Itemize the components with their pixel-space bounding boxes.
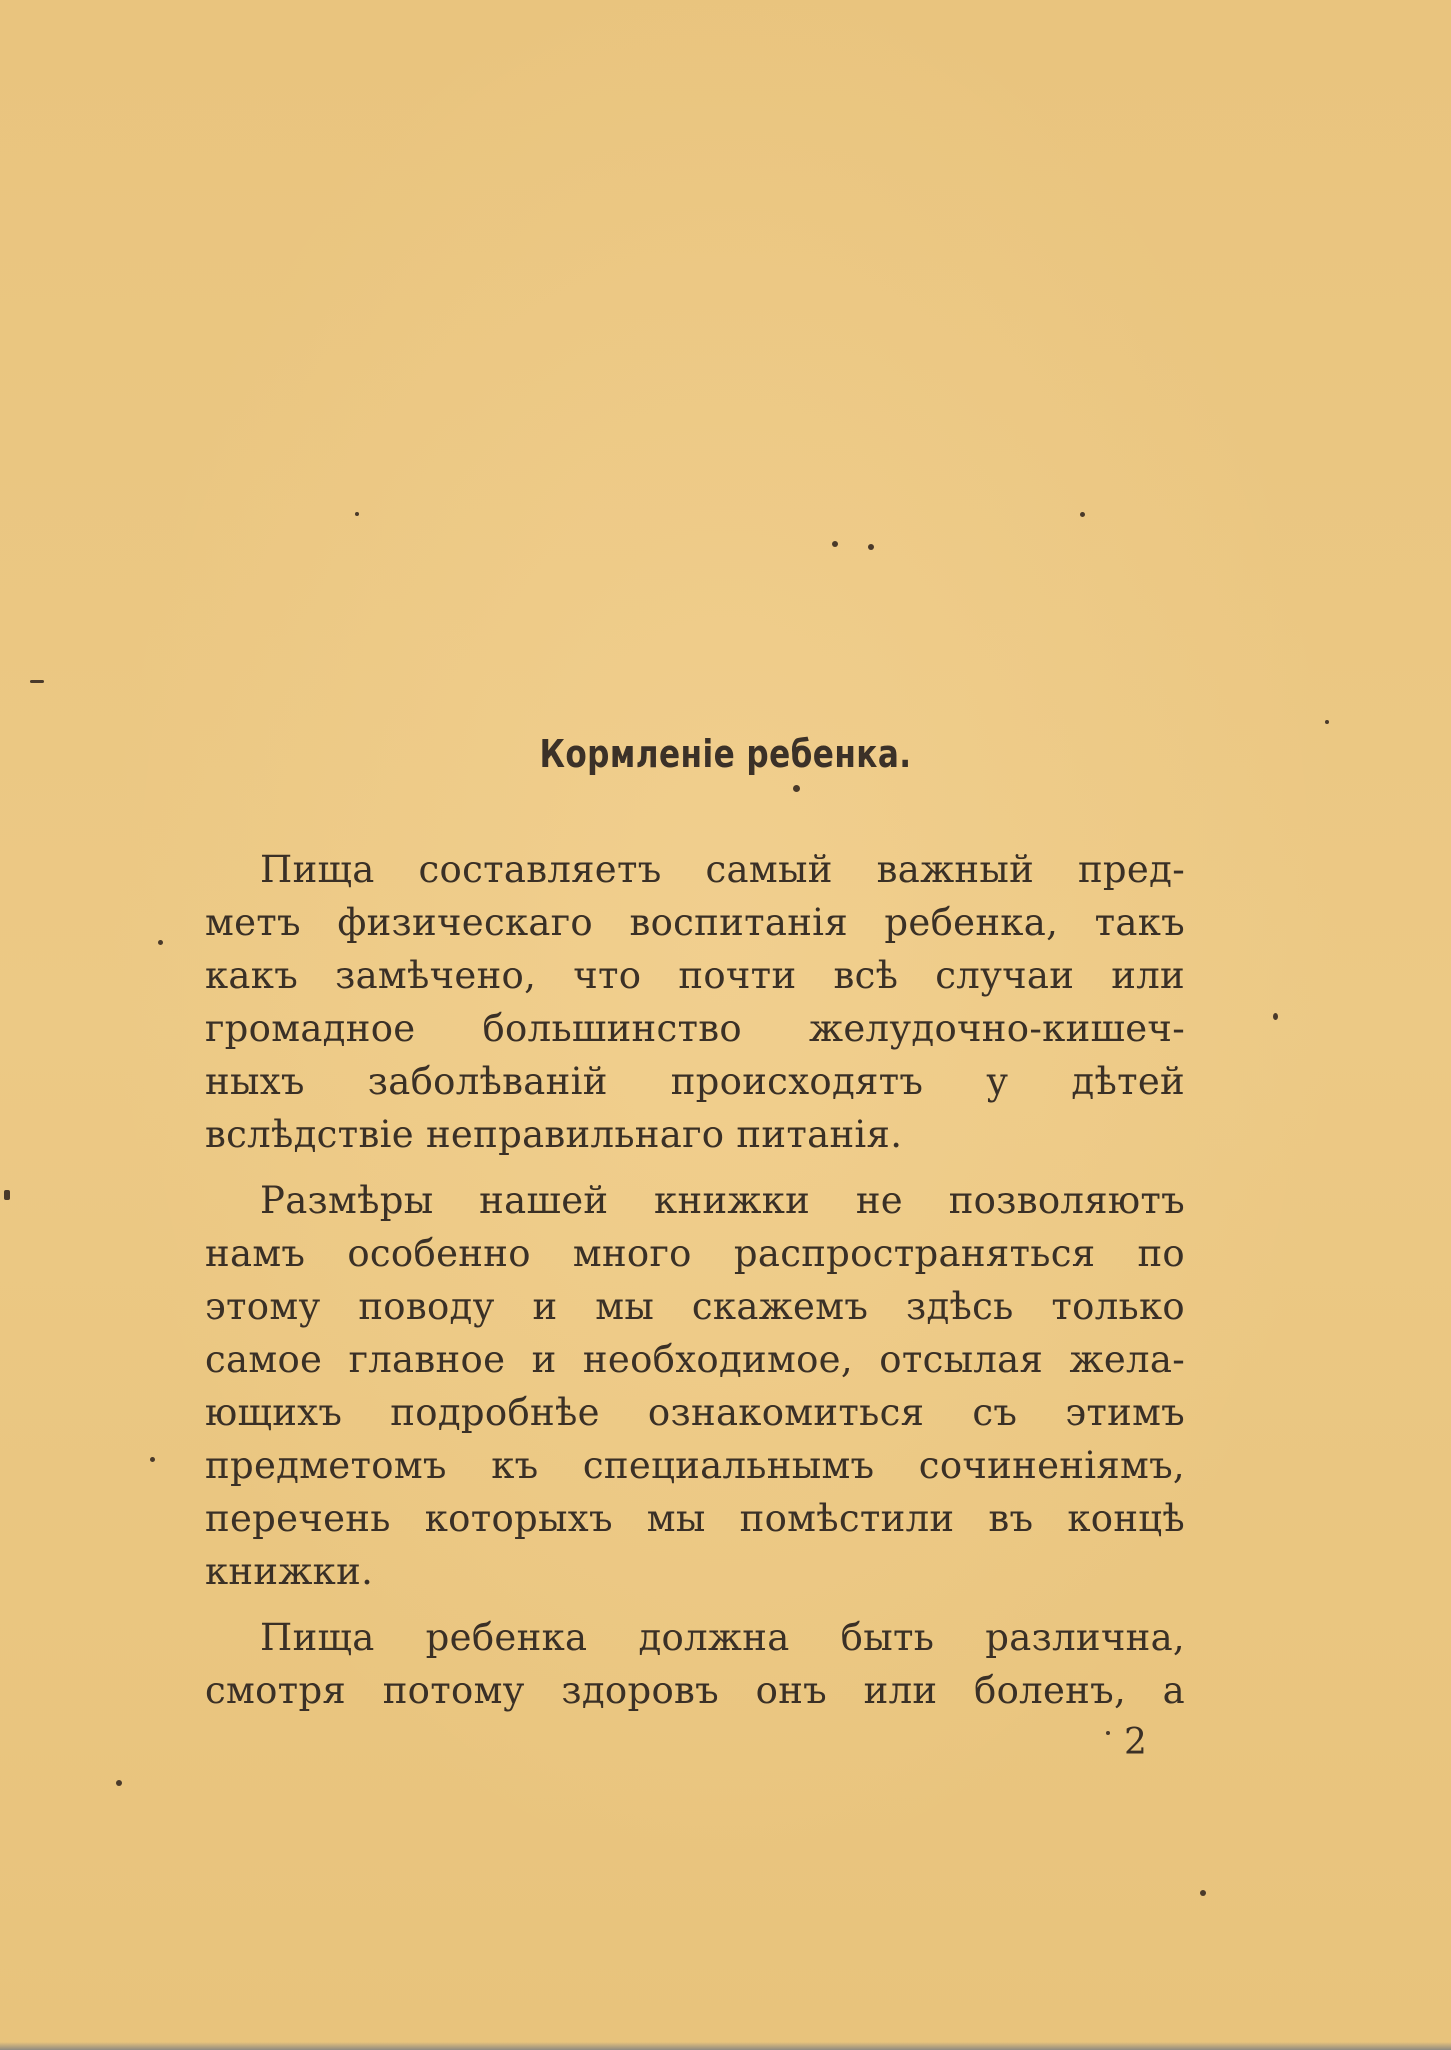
paper-speck — [30, 680, 44, 683]
text-line: перечень которыхъ мы помѣстили въ концѣ — [205, 1497, 1185, 1540]
text-line: ющихъ подробнѣе ознакомиться съ этимъ — [205, 1391, 1185, 1434]
text-line: какъ замѣчено, что почти всѣ случаи или — [205, 954, 1185, 997]
paper-speck — [150, 1457, 155, 1462]
page-number: 2 — [1124, 1722, 1147, 1763]
text-line: самое главное и необходимое, отсылая жела- — [205, 1338, 1185, 1381]
paper-speck — [793, 785, 800, 792]
paper-speck — [1106, 1731, 1110, 1735]
text-line: этому поводу и мы скажемъ здѣсь только — [205, 1285, 1185, 1328]
paper-speck — [868, 544, 874, 550]
paper-speck — [1273, 1013, 1278, 1020]
text-line: вслѣдствіе неправильнаго питанія. — [205, 1113, 903, 1156]
text-line: Пища составляетъ самый важный пред- — [260, 848, 1185, 891]
text-line: предметомъ къ специальнымъ сочиненіямъ, — [205, 1444, 1185, 1487]
paper-speck — [116, 1780, 122, 1786]
text-line: громадное большинство желудочно-кишеч- — [205, 1007, 1185, 1050]
text-line: метъ физическаго воспитанія ребенка, такъ — [205, 901, 1185, 944]
paper-speck — [832, 541, 838, 547]
paper-speck — [355, 512, 359, 516]
text-line: намъ особенно много распространяться по — [205, 1232, 1185, 1275]
text-line: смотря потому здоровъ онъ или боленъ, а — [205, 1669, 1185, 1712]
text-line: книжки. — [205, 1550, 374, 1593]
text-line: ныхъ заболѣваній происходятъ у дѣтей — [205, 1060, 1185, 1103]
paper-speck — [158, 940, 163, 945]
paper-speck — [4, 1190, 10, 1200]
paper-speck — [1200, 1890, 1206, 1896]
page-bottom-edge — [0, 2042, 1451, 2050]
paper-speck — [1080, 512, 1085, 517]
page-title: Кормленіе ребенка. — [539, 732, 912, 776]
paper-speck — [1325, 720, 1329, 724]
text-line: Пища ребенка должна быть различна, — [260, 1616, 1185, 1659]
text-line: Размѣры нашей книжки не позволяютъ — [260, 1179, 1185, 1222]
